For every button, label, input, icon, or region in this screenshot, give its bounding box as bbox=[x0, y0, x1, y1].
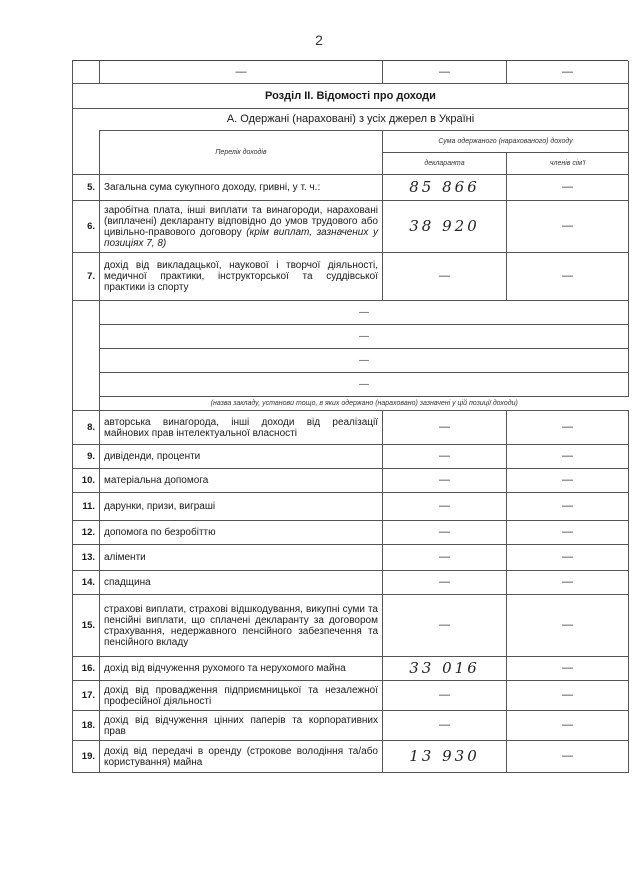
income-label-text: дарунки, призи, виграші bbox=[104, 501, 216, 512]
family-amount: — bbox=[507, 681, 629, 711]
blank-num-cell bbox=[73, 325, 100, 349]
family-amount: — bbox=[507, 521, 629, 545]
income-label-text: аліменти bbox=[104, 552, 146, 563]
income-row bbox=[73, 741, 629, 773]
income-label bbox=[100, 571, 383, 595]
income-row bbox=[73, 681, 629, 711]
income-label-text: дохід від викладацької, наукової і творчої діяльності, медичної практики, інструкторської та суддівської практики із спорту bbox=[104, 260, 378, 293]
declarant-amount: — bbox=[383, 595, 507, 657]
institution-caption: (назва закладу, установи тощо, в яких одержано (нараховано) зазначені у цій позиції доходи) bbox=[210, 400, 518, 407]
income-row bbox=[73, 595, 629, 657]
top-row-cell-3: — bbox=[507, 61, 629, 84]
row-number: 18. bbox=[73, 711, 100, 741]
family-amount: — bbox=[507, 571, 629, 595]
income-row bbox=[73, 521, 629, 545]
income-label bbox=[100, 681, 383, 711]
row-number: 8. bbox=[73, 411, 100, 445]
row-number: 7. bbox=[73, 253, 100, 301]
income-row bbox=[73, 201, 629, 253]
caption-spacer bbox=[73, 397, 100, 411]
declarant-amount: 85 866 bbox=[383, 175, 507, 201]
income-row bbox=[73, 711, 629, 741]
income-label bbox=[100, 175, 383, 201]
top-continuation-row bbox=[73, 61, 629, 84]
institution-name-field: — bbox=[100, 325, 629, 349]
income-label-text: дохід від відчуження рухомого та нерухомого майна bbox=[104, 663, 346, 674]
income-label-text: дивіденди, проценти bbox=[104, 451, 201, 462]
income-label bbox=[100, 741, 383, 773]
income-row bbox=[73, 469, 629, 493]
declarant-amount: — bbox=[383, 469, 507, 493]
row-number: 9. bbox=[73, 445, 100, 469]
income-label bbox=[100, 711, 383, 741]
income-label-text: дохід від відчуження цінних паперів та корпоративних прав bbox=[104, 714, 378, 737]
header-declarant: декларанта bbox=[383, 153, 507, 175]
income-label-text: Загальна сума сукупного доходу, гривні, у т. ч.: bbox=[104, 182, 321, 193]
income-label bbox=[100, 201, 383, 253]
income-row bbox=[73, 571, 629, 595]
subsection-title-row bbox=[73, 109, 629, 131]
income-label bbox=[100, 469, 383, 493]
caption-row bbox=[73, 397, 629, 411]
top-row-cell-2: — bbox=[383, 61, 507, 84]
declarant-amount: — bbox=[383, 681, 507, 711]
top-row-cell-1: — bbox=[100, 61, 383, 84]
family-amount: — bbox=[507, 741, 629, 773]
blank-num-cell bbox=[73, 301, 100, 325]
family-amount: — bbox=[507, 411, 629, 445]
family-amount: — bbox=[507, 595, 629, 657]
header-income-list: Перелік доходів bbox=[100, 131, 383, 175]
subsection-title: А. Одержані (нараховані) з усіх джерел в Україні bbox=[73, 109, 629, 131]
row-number: 19. bbox=[73, 741, 100, 773]
income-label-text: дохід від провадження підприємницької та незалежної професійної діяльності bbox=[104, 684, 378, 707]
institution-name-field: — bbox=[100, 373, 629, 397]
income-row bbox=[73, 411, 629, 445]
income-label bbox=[100, 253, 383, 301]
declarant-amount: — bbox=[383, 493, 507, 521]
income-row bbox=[73, 175, 629, 201]
row-number: 11. bbox=[73, 493, 100, 521]
declarant-amount: — bbox=[383, 545, 507, 571]
income-label-text: допомога по безробіттю bbox=[104, 527, 216, 538]
institution-blank-row bbox=[73, 373, 629, 397]
section-title-row bbox=[73, 84, 629, 109]
row-number: 13. bbox=[73, 545, 100, 571]
header-row-1 bbox=[73, 131, 629, 153]
institution-blank-row bbox=[73, 349, 629, 373]
row-number: 17. bbox=[73, 681, 100, 711]
institution-name-field: — bbox=[100, 301, 629, 325]
income-label bbox=[100, 595, 383, 657]
income-table bbox=[72, 61, 629, 773]
income-label bbox=[100, 657, 383, 681]
row-number: 16. bbox=[73, 657, 100, 681]
income-label bbox=[100, 445, 383, 469]
row-number: 12. bbox=[73, 521, 100, 545]
income-row bbox=[73, 657, 629, 681]
row-number: 10. bbox=[73, 469, 100, 493]
income-row bbox=[73, 545, 629, 571]
declaration-form bbox=[72, 60, 628, 773]
family-amount: — bbox=[507, 201, 629, 253]
income-label bbox=[100, 411, 383, 445]
income-label-text: заробітна плата, інші виплати та винагороди, нараховані (виплачені) декларанту відповідно до умов трудового або цивільно-правового договору bbox=[104, 204, 378, 238]
section-title: Розділ ІІ. Відомості про доходи bbox=[73, 84, 629, 109]
family-amount: — bbox=[507, 175, 629, 201]
row-number: 6. bbox=[73, 201, 100, 253]
family-amount: — bbox=[507, 469, 629, 493]
income-row bbox=[73, 493, 629, 521]
blank-num-cell bbox=[73, 373, 100, 397]
family-amount: — bbox=[507, 445, 629, 469]
income-label-text: спадщина bbox=[104, 577, 151, 588]
institution-blank-row bbox=[73, 301, 629, 325]
declarant-amount: — bbox=[383, 711, 507, 741]
institution-blank-row bbox=[73, 325, 629, 349]
declarant-amount: 33 016 bbox=[383, 657, 507, 681]
income-label bbox=[100, 521, 383, 545]
income-label-text: матеріальна допомога bbox=[104, 475, 209, 486]
income-row bbox=[73, 445, 629, 469]
header-family: членів сім'ї bbox=[507, 153, 629, 175]
header-amount: Сума одержаного (нарахованого) доходу bbox=[383, 131, 629, 153]
income-label-text: дохід від передачі в оренду (строкове володіння та/або користування) майна bbox=[104, 745, 378, 768]
institution-name-field: — bbox=[100, 349, 629, 373]
declarant-amount: — bbox=[383, 571, 507, 595]
declarant-amount: — bbox=[383, 521, 507, 545]
declarant-amount: — bbox=[383, 253, 507, 301]
income-row bbox=[73, 253, 629, 301]
income-label bbox=[100, 545, 383, 571]
declarant-amount: 38 920 bbox=[383, 201, 507, 253]
declarant-amount: — bbox=[383, 445, 507, 469]
income-label-note: (крім виплат, зазначених у позиціях 7, 8) bbox=[104, 226, 378, 249]
family-amount: — bbox=[507, 545, 629, 571]
page-number: 2 bbox=[315, 32, 323, 48]
row-number: 5. bbox=[73, 175, 100, 201]
family-amount: — bbox=[507, 711, 629, 741]
row-number: 15. bbox=[73, 595, 100, 657]
declarant-amount: 13 930 bbox=[383, 741, 507, 773]
row-number: 14. bbox=[73, 571, 100, 595]
family-amount: — bbox=[507, 493, 629, 521]
family-amount: — bbox=[507, 657, 629, 681]
family-amount: — bbox=[507, 253, 629, 301]
blank-num-cell bbox=[73, 349, 100, 373]
income-label bbox=[100, 493, 383, 521]
declarant-amount: — bbox=[383, 411, 507, 445]
income-label-text: страхові виплати, страхові відшкодування, викупні суми та пенсійні виплати, що сплачені декларанту за договором страхування, недержавного пенсійного забезпечення та пенсійного вкладу bbox=[104, 603, 378, 648]
income-label-text: авторська винагорода, інші доходи від реалізації майнових прав інтелектуальної власності bbox=[104, 416, 378, 439]
